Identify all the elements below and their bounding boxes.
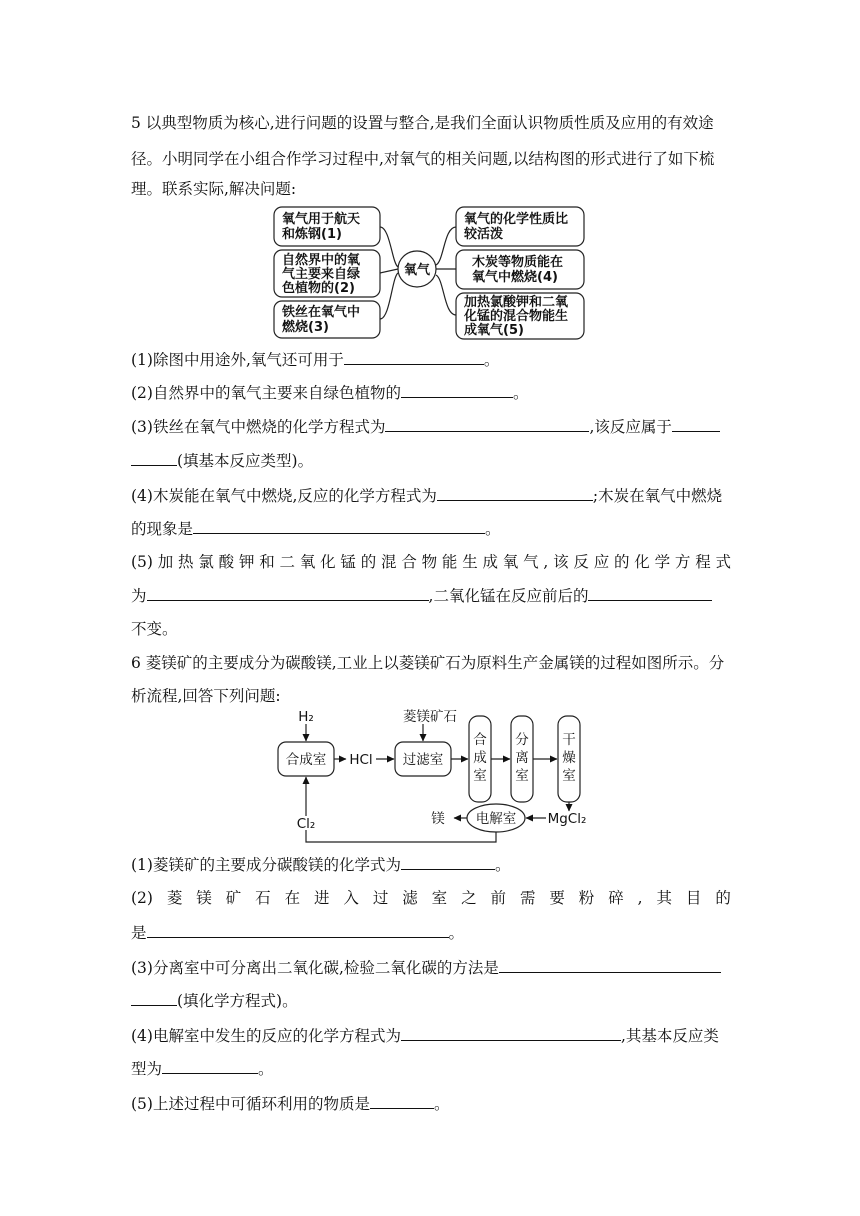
q5-sub5-char: 程 <box>695 553 711 571</box>
synthesis-room-label: 合成室 <box>285 752 327 768</box>
q5-sub5-line-2 <box>131 585 731 606</box>
answer-blank[interactable] <box>672 416 720 432</box>
cl2-label: Cl₂ <box>296 816 316 832</box>
left-box-3-line-1: 铁丝在氧气中 <box>282 305 361 320</box>
q5-sub5-char: 学 <box>654 553 671 571</box>
tower3-char-3: 室 <box>562 768 576 784</box>
right-box-3-line-1: 加热氯酸钾和二氧 <box>464 295 569 310</box>
tower1-char-2: 成 <box>473 750 487 766</box>
answer-blank[interactable] <box>401 1025 621 1041</box>
q6-sub3-line-2 <box>131 990 731 1011</box>
q5-sub5-char: 式 <box>715 553 731 571</box>
mgcl2-label: MgCl₂ <box>547 811 587 827</box>
q5-intro-line-1: 5 以典型物质为核心,进行问题的设置与整合,是我们全面认识物质性质及应用的有效途 <box>131 114 714 132</box>
q5-sub5-line-3: 不变。 <box>131 620 178 638</box>
q5-sub5-char: 锰 <box>340 553 356 571</box>
q5-sub5-char: 钾 <box>238 553 255 571</box>
q5-sub3-line-1 <box>131 416 731 437</box>
q5-sub5-char: 二 <box>279 553 296 571</box>
q6-sub5-text: (5)上述过程中可循环利用的物质是 <box>131 1095 370 1113</box>
q6-sub2-text-b: 是 <box>131 924 147 942</box>
oxygen-structure-diagram <box>268 203 592 341</box>
q6-sub5 <box>131 1093 731 1114</box>
q6-sub2-char: 石 <box>255 889 271 907</box>
q6-sub2-char: 菱 <box>166 889 183 907</box>
q5-sub5-char: 和 <box>259 553 275 571</box>
magnesium-process-flowchart <box>270 708 590 848</box>
q5-sub1-text: (1)除图中用途外,氧气还可用于 <box>131 351 344 369</box>
tower3-char-1: 干 <box>562 732 576 748</box>
q6-sub2-char: 需 <box>519 889 536 907</box>
q5-sub2 <box>131 382 731 403</box>
q6-sub5-end: 。 <box>433 1095 450 1113</box>
q6-sub2-char: , <box>637 889 643 907</box>
q5-sub4-line-2 <box>131 518 731 539</box>
filter-room-label: 过滤室 <box>402 752 444 768</box>
q5-sub5-char: , <box>543 553 549 571</box>
q6-sub2-end: 。 <box>448 924 465 942</box>
q6-sub2-char: 进 <box>313 889 330 907</box>
tower1-char-1: 合 <box>473 732 487 748</box>
q5-sub5-char: 该 <box>553 553 569 571</box>
q5-sub4-text-b: ;木炭在氧气中燃烧 <box>592 487 723 505</box>
q6-sub4-end: 。 <box>258 1060 274 1078</box>
tower2-char-3: 室 <box>515 768 529 784</box>
q6-sub2-char: 碎 <box>608 889 624 907</box>
mg-label: 镁 <box>431 811 445 827</box>
hcl-label: HCl <box>349 752 373 768</box>
q6-sub2-char: 之 <box>461 889 477 907</box>
q5-sub5-char: 反 <box>573 553 589 571</box>
q6-sub2-char: 过 <box>372 889 389 907</box>
right-box-1-line-1: 氧气的化学性质比 <box>464 212 569 227</box>
answer-blank[interactable] <box>385 416 589 432</box>
q6-intro-line-1: 6 菱镁矿的主要成分为碳酸镁,工业上以菱镁矿石为原料生产金属镁的过程如图所示。分 <box>131 654 725 672</box>
answer-blank[interactable] <box>344 349 484 365</box>
q5-sub1 <box>131 349 731 370</box>
q5-sub5-line-1 <box>131 552 731 572</box>
q5-sub3-line-2 <box>131 450 731 471</box>
q5-sub5-char: 方 <box>674 553 691 571</box>
answer-blank[interactable] <box>437 485 593 501</box>
q5-sub4-line-1 <box>131 485 731 506</box>
q5-sub5-char: 成 <box>482 553 499 571</box>
q5-sub5-text-c: ,二氧化锰在反应前后的 <box>428 587 589 605</box>
q6-sub2-line-2 <box>131 922 731 943</box>
q6-intro-line-2: 析流程,回答下列问题: <box>131 687 281 705</box>
answer-blank[interactable] <box>131 450 177 466</box>
h2-label: H₂ <box>298 709 314 725</box>
q6-sub4-text-b: ,其基本反应类 <box>620 1027 719 1045</box>
tower1-char-3: 室 <box>473 768 487 784</box>
q5-sub5-char: 氧 <box>502 553 519 571</box>
q5-sub5-char: 热 <box>178 553 194 571</box>
q5-sub3-text-b: ,该反应属于 <box>589 418 672 436</box>
diagram-center-label: 氧气 <box>403 263 431 278</box>
left-box-2-line-1: 自然界中的氧 <box>282 253 361 268</box>
q5-sub2-end: 。 <box>512 384 529 402</box>
q6-sub4-text-c: 型为 <box>131 1060 163 1078</box>
q5-sub4-text-c: 的现象是 <box>131 520 194 538</box>
right-box-3-line-2: 化锰的混合物能生 <box>464 309 569 324</box>
q6-sub2-char: 在 <box>284 889 301 907</box>
q6-sub1-text: (1)菱镁矿的主要成分碳酸镁的化学式为 <box>131 856 401 874</box>
q6-sub1-end: 。 <box>494 856 511 874</box>
q5-sub5-text-b: 为 <box>131 587 147 605</box>
q6-sub2-char: 目 <box>685 889 702 907</box>
right-box-2-line-1: 木炭等物质能在 <box>472 255 564 270</box>
left-box-2-line-3: 色植物的(2) <box>282 281 355 296</box>
q5-sub3-text-a: (3)铁丝在氧气中燃烧的化学方程式为 <box>131 418 386 436</box>
q5-sub5-char: 氧 <box>299 553 316 571</box>
q5-sub5-char: 应 <box>593 553 610 571</box>
left-box-3-line-2: 燃烧(3) <box>282 320 329 335</box>
right-box-2-line-2: 氧气中燃烧(4) <box>472 270 558 285</box>
q6-sub4-line-2 <box>131 1058 731 1079</box>
answer-blank[interactable] <box>147 922 449 938</box>
q6-sub2-char: 粉 <box>578 889 595 907</box>
q5-intro-line-2: 径。小明同学在小组合作学习过程中,对氧气的相关问题,以结构图的形式进行了如下梳 <box>131 150 715 168</box>
q6-sub3-text-b: (填化学方程式)。 <box>177 992 298 1010</box>
q6-sub3-line-1 <box>131 957 731 978</box>
left-box-1-line-2: 和炼钢(1) <box>282 227 342 242</box>
q5-sub4-text-a: (4)木炭能在氧气中燃烧,反应的化学方程式为 <box>131 487 437 505</box>
electrolysis-room-label: 电解室 <box>475 811 517 827</box>
q6-sub2-char: 镁 <box>196 889 212 907</box>
q6-sub2-char: (2) <box>131 889 153 907</box>
tower3-char-2: 燥 <box>562 750 576 766</box>
q5-sub5-char: 加 <box>157 553 174 571</box>
q5-sub2-text: (2)自然界中的氧气主要来自绿色植物的 <box>131 384 401 402</box>
q5-sub5-char: 的 <box>614 553 630 571</box>
q5-sub5-char: 合 <box>401 553 417 571</box>
q6-sub3-text-a: (3)分离室中可分离出二氧化碳,检验二氧化碳的方法是 <box>131 959 499 977</box>
q6-sub2-char: 的 <box>715 889 731 907</box>
right-box-3-line-3: 成氧气(5) <box>464 323 524 338</box>
q5-sub5-char: 酸 <box>218 553 235 571</box>
q6-sub4-line-1 <box>131 1025 731 1046</box>
q5-sub5-char: 生 <box>462 553 478 571</box>
tower2-char-2: 离 <box>515 750 529 766</box>
right-box-1-line-2: 较活泼 <box>464 227 504 242</box>
q6-sub1 <box>131 854 731 875</box>
q5-sub5-char: 能 <box>441 553 458 571</box>
left-box-1-line-1: 氧气用于航天 <box>282 212 361 227</box>
q5-sub5-char: 物 <box>421 553 438 571</box>
answer-blank[interactable] <box>588 585 712 601</box>
answer-blank[interactable] <box>499 957 721 973</box>
q5-intro-line-3: 理。联系实际,解决问题: <box>131 180 297 198</box>
ore-label: 菱镁矿石 <box>403 709 457 725</box>
q5-sub3-text-c: (填基本反应类型)。 <box>177 452 314 470</box>
q5-sub5-char: 气 <box>523 553 539 571</box>
q6-sub2-char: 室 <box>431 889 448 907</box>
q5-sub5-char: 的 <box>360 553 377 571</box>
q5-sub4-end: 。 <box>485 520 501 538</box>
q5-sub5-char: 氯 <box>198 553 214 571</box>
q6-sub2-char: 滤 <box>402 889 418 907</box>
answer-blank[interactable] <box>147 585 429 601</box>
q5-sub1-end: 。 <box>483 351 500 369</box>
q5-sub5-char: 化 <box>634 553 650 571</box>
q5-sub5-char: 化 <box>320 553 336 571</box>
q6-sub2-char: 矿 <box>225 889 242 907</box>
answer-blank[interactable] <box>193 518 485 534</box>
tower2-char-1: 分 <box>515 732 529 748</box>
answer-blank[interactable] <box>131 990 177 1006</box>
q6-sub4-text-a: (4)电解室中发生的反应的化学方程式为 <box>131 1027 401 1045</box>
q5-sub5-char: 混 <box>381 553 397 571</box>
answer-blank[interactable] <box>370 1093 434 1109</box>
answer-blank[interactable] <box>401 382 513 398</box>
q6-sub2-char: 其 <box>656 889 672 907</box>
q6-sub2-line-1 <box>131 888 731 908</box>
q6-sub2-char: 前 <box>490 889 507 907</box>
q5-sub5-char: (5) <box>131 553 153 571</box>
left-box-2-line-2: 气主要来自绿 <box>282 267 361 282</box>
answer-blank[interactable] <box>401 854 495 870</box>
answer-blank[interactable] <box>162 1058 258 1074</box>
q6-sub2-char: 入 <box>343 889 359 907</box>
q6-sub2-char: 要 <box>549 889 565 907</box>
